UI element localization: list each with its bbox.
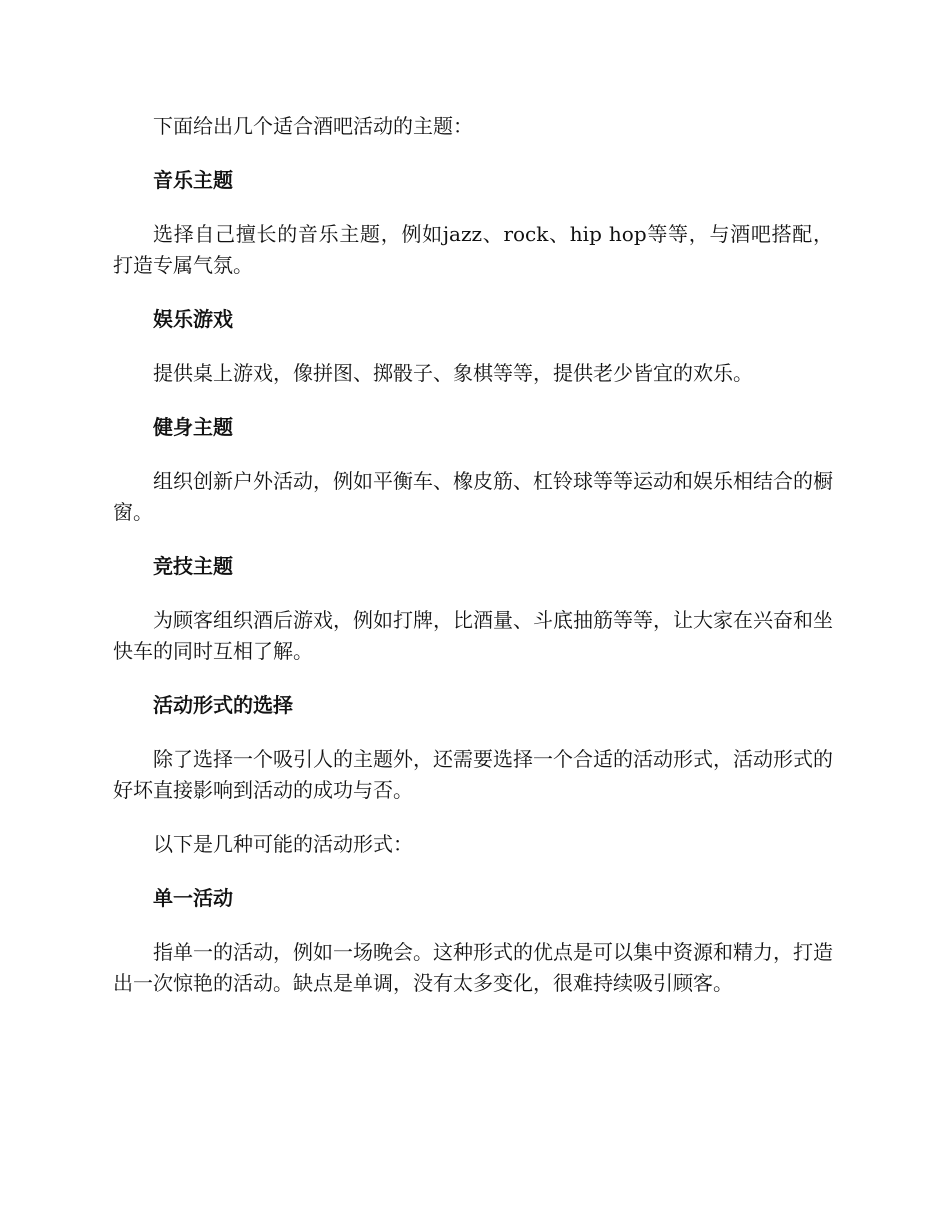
section-heading-format-choice: 活动形式的选择 [153, 693, 293, 717]
section-body-music: 选择自己擅长的音乐主题，例如jazz、rock、hip hop等等，与酒吧搭配，打造专属气氛。 [113, 222, 833, 277]
form-heading-single: 单一活动 [153, 886, 233, 910]
section-heading-fitness: 健身主题 [153, 415, 233, 439]
document-body [113, 111, 833, 1022]
section-heading-music: 音乐主题 [153, 168, 233, 192]
form-body-single: 指单一的活动，例如一场晚会。这种形式的优点是可以集中资源和精力，打造出一次惊艳的活动。缺点是单调，没有太多变化，很难持续吸引顾客。 [113, 940, 833, 995]
forms-intro-paragraph: 以下是几种可能的活动形式： [153, 832, 413, 856]
section-body-fitness: 组织创新户外活动，例如平衡车、橡皮筋、杠铃球等等运动和娱乐相结合的橱窗。 [113, 469, 833, 524]
intro-paragraph: 下面给出几个适合酒吧活动的主题： [153, 114, 473, 138]
section-heading-games: 娱乐游戏 [153, 307, 233, 331]
section-body-format-choice: 除了选择一个吸引人的主题外，还需要选择一个合适的活动形式，活动形式的好坏直接影响到活动的成功与否。 [113, 747, 833, 802]
section-body-games: 提供桌上游戏，像拼图、掷骰子、象棋等等，提供老少皆宜的欢乐。 [153, 361, 753, 385]
section-heading-competition: 竞技主题 [153, 554, 233, 578]
section-body-competition: 为顾客组织酒后游戏，例如打牌，比酒量、斗底抽筋等等，让大家在兴奋和坐快车的同时互相了解。 [113, 608, 833, 663]
